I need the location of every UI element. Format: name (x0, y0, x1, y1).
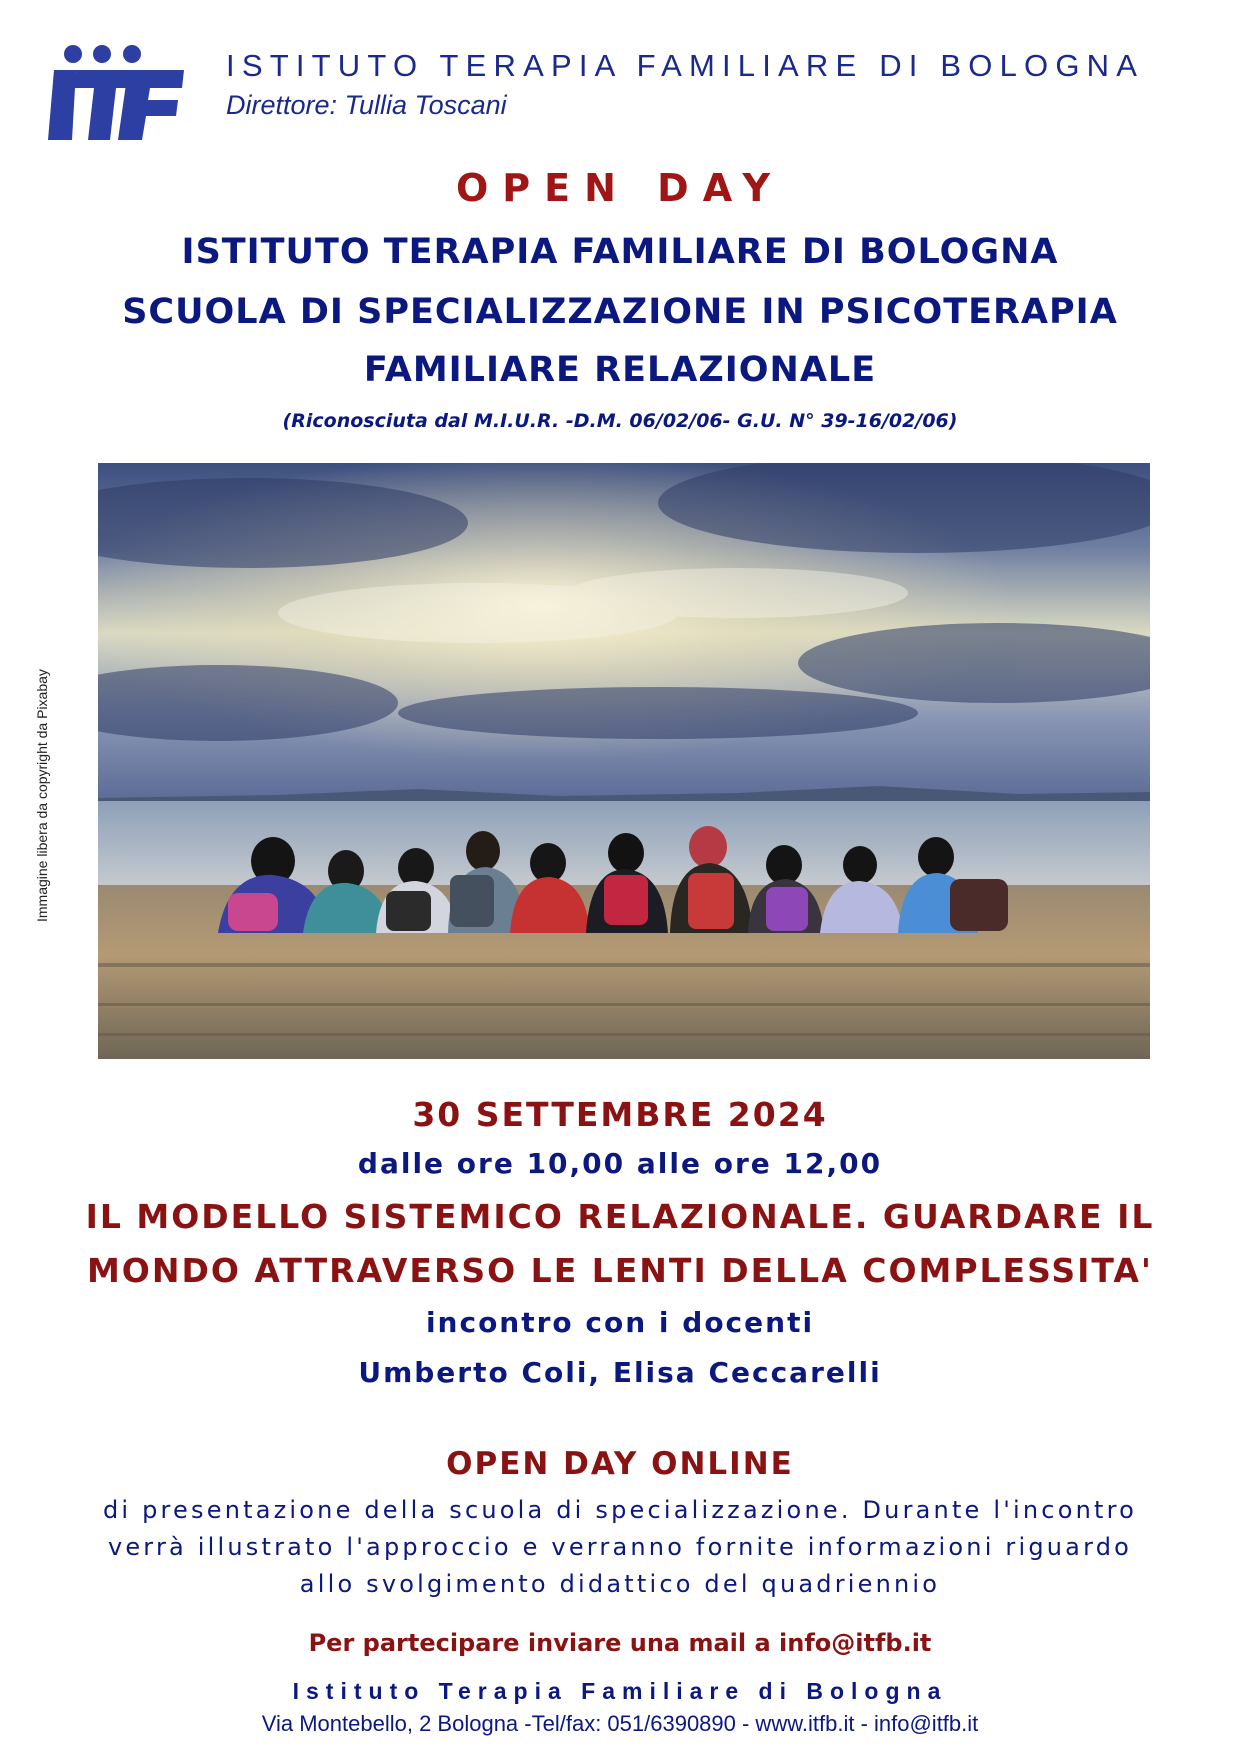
open-day-label: OPEN DAY (456, 166, 784, 210)
online-description-line: di presentazione della scuola di specializzazione. Durante l'incontro (102, 1496, 1138, 1524)
meeting-label: incontro con i docenti (425, 1306, 815, 1339)
online-title: OPEN DAY ONLINE (446, 1446, 794, 1482)
teachers-names: Umberto Coli, Elisa Ceccarelli (358, 1356, 882, 1389)
event-topic-line-1: IL MODELLO SISTEMICO RELAZIONALE. GUARDARE IL (85, 1197, 1155, 1236)
online-description-line: verrà illustrato l'approccio e verranno fornite informazioni riguardo (107, 1533, 1133, 1561)
event-title-line-1: ISTITUTO TERAPIA FAMILIARE DI BOLOGNA (181, 232, 1059, 272)
director-name: Direttore: Tullia Toscani (226, 90, 507, 120)
institute-name: ISTITUTO TERAPIA FAMILIARE DI BOLOGNA (226, 48, 1145, 83)
footer-address: Via Montebello, 2 Bologna -Tel/fax: 051/6390890 - www.itfb.it - info@itfb.it (261, 1711, 979, 1736)
event-title-line-3: FAMILIARE RELAZIONALE (363, 350, 877, 390)
event-title-line-2: SCUOLA DI SPECIALIZZAZIONE IN PSICOTERAPIA (122, 292, 1118, 332)
event-date: 30 SETTEMBRE 2024 (412, 1095, 828, 1134)
online-description (0, 1492, 1240, 1603)
footer-institute-name: Istituto Terapia Familiare di Bologna (292, 1678, 948, 1704)
event-topic-line-2: MONDO ATTRAVERSO LE LENTI DELLA COMPLESSITA' (86, 1251, 1154, 1290)
recognition-note: (Riconosciuta dal M.I.U.R. -D.M. 06/02/06- G.U. N° 39-16/02/06) (282, 410, 958, 432)
online-description-line: allo svolgimento didattico del quadriennio (299, 1570, 941, 1598)
itf-logo (46, 42, 186, 142)
participation-instructions: Per partecipare inviare una mail a info@itfb.it (308, 1629, 932, 1657)
event-time: dalle ore 10,00 alle ore 12,00 (357, 1147, 883, 1180)
beach-group-photo (98, 463, 1150, 1059)
image-credit: Immagine libera da copyright da Pixabay (34, 669, 50, 922)
